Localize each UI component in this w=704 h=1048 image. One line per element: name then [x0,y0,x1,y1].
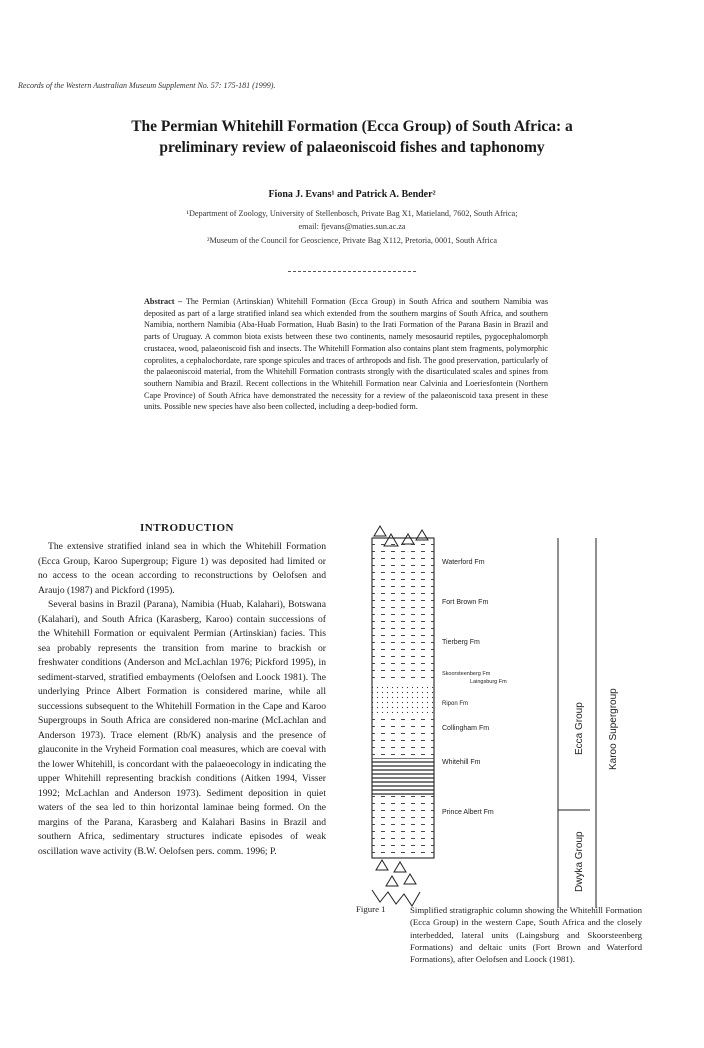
group-label-karoo: Karoo Supergroup [608,688,619,770]
unit-label: Skoorsteenberg Fm [442,671,491,677]
collingham-layer [372,713,434,758]
affiliation-email: email: fjevans@maties.sun.ac.za [298,222,406,231]
group-label-dwyka: Dwyka Group [574,831,585,892]
unit-label: Fort Brown Fm [442,599,489,606]
prince-albert-layer [372,796,434,858]
paper-title [40,116,664,158]
unit-label: Ripon Fm [442,701,469,707]
introduction-body [38,540,326,859]
authors: Fiona J. Evans¹ and Patrick A. Bender² [268,189,436,200]
figure-label: Figure 1 [356,904,386,914]
affiliation-line-2: ²Museum of the Council for Geoscience, Private Bag X112, Pretoria, 0001, South Africa [206,236,497,245]
abstract-text: The Permian (Artinskian) Whitehill Formation (Ecca Group) in South Africa and southern Namibia was deposited as part of a large stratified inland sea which extended from the southern margins of South Africa, and southern Namibia, northern Namibia (Aba-Huab Formation, Huab Basin) to the Irati Formation of the Parana Basin in Brazil and parts of Uruguay. A common biota exists between these two continents, namely mesosaurid reptiles, pygocephalomorph crustacea, wood, palaeoniscoid fish and insects. The Whitehill Formation also contains plant stem fragments, polymorphic coprolites, a cephalochordate, rare sponge spicules and traces of arthropods and fish. The good preservation, particularly of the palaeoniscoid material, from the Whitehill Formation contrasts strongly with the disarticulated scales and spines from southern Namibia and Brazil. Recent collections in the Whitehill Formation near Calvinia and Loeriesfontein (Northern Cape Province) of South Africa have demonstrated the necessity for a review of the palaeoniscoid taxa present in these units. Possible new species have also been collected, including a deep-bodied form. [144,297,549,412]
unit-label: Laingsburg Fm [470,679,507,685]
journal-citation: Records of the Western Australian Museum Supplement No. 57: 175-181 (1999). [18,81,276,90]
whitehill-layer [372,758,434,796]
unit-label: Tierberg Fm [442,639,480,646]
waterford-fortbrown-layer [372,538,434,628]
unit-label: Waterford Fm [442,559,485,566]
unit-label: Whitehill Fm [442,759,481,766]
title-line-1: The Permian Whitehill Formation (Ecca Group) of South Africa: a [131,118,573,135]
paragraph: The extensive stratified inland sea in which the Whitehill Formation (Ecca Group, Karoo Supergroup; Figure 1) was deposited had limited or no access to the ocean according to reconstructions by Oelofsen and Araujo (1987) and Pickford (1995). [38,541,326,596]
unit-label: Collingham Fm [442,725,490,732]
section-divider [288,271,416,272]
title-line-2: preliminary review of palaeoniscoid fishes and taphonomy [159,139,545,156]
abstract [144,296,548,413]
unit-label: Prince Albert Fm [442,809,494,816]
tillite-symbols-bottom [372,860,420,906]
figure-caption: Simplified stratigraphic column showing the Whitehill Formation (Ecca Group) in the western Cape, South Africa and the closely interbedded, lateral units (Laingsburg and Skoorsteenberg Formations) and deltaic units (Fort Brown and Waterford Formations), after Oelofsen and Loock (1981). [410,905,642,965]
group-label-ecca: Ecca Group [574,702,585,755]
stratigraphic-column-figure [360,520,660,910]
abstract-label: Abstract – [144,297,183,306]
section-heading-introduction: INTRODUCTION [139,522,234,534]
affiliation-line-1: ¹Department of Zoology, University of Stellenbosch, Private Bag X1, Matieland, 7602, South Africa; [186,209,518,218]
paragraph: Several basins in Brazil (Parana), Namibia (Huab, Kalahari), Botswana (Kalahari), and South Africa (Karasberg, Karoo) contain successions of the Whitehill Formation or equivalent Permian (Artinskian) facies. This sea probably represents the transition from marine to brackish or freshwater conditions (Anderson and McLachlan 1976; Pickford 1995), in sediment-starved, stratified embayments (Oelofsen and Loock 1981). The underlying Prince Albert Formation is considered marine, while all successions subsequent to the Whitehill Formation in the Cape and Karoo Supergroups in South Africa are considered non-marine (McLachlan and Anderson 1973). Trace element (Rb/K) analysis and the presence of glauconite in the Vryheid Formation coal measures, which are coeval with the lower Whitehill, is concordant with the palaeoecology in indicating the upper Whitehill representing brackish conditions (Aitken 1994, Visser 1992; McLachlan and Anderson 1973). Sediment deposition in quiet waters of the sea led to thin horizontal laminae being formed. On the margins of the Parana, Karasberg and Kalahari Basins in Brazil and southern Africa, sedimentary structures indicate episodes of weak oscillation wave activity (B.W. Oelofsen pers. comm. 1996; P. [38,599,326,857]
tierberg-layer [372,628,434,683]
skoorsteenberg-layer [372,683,434,713]
